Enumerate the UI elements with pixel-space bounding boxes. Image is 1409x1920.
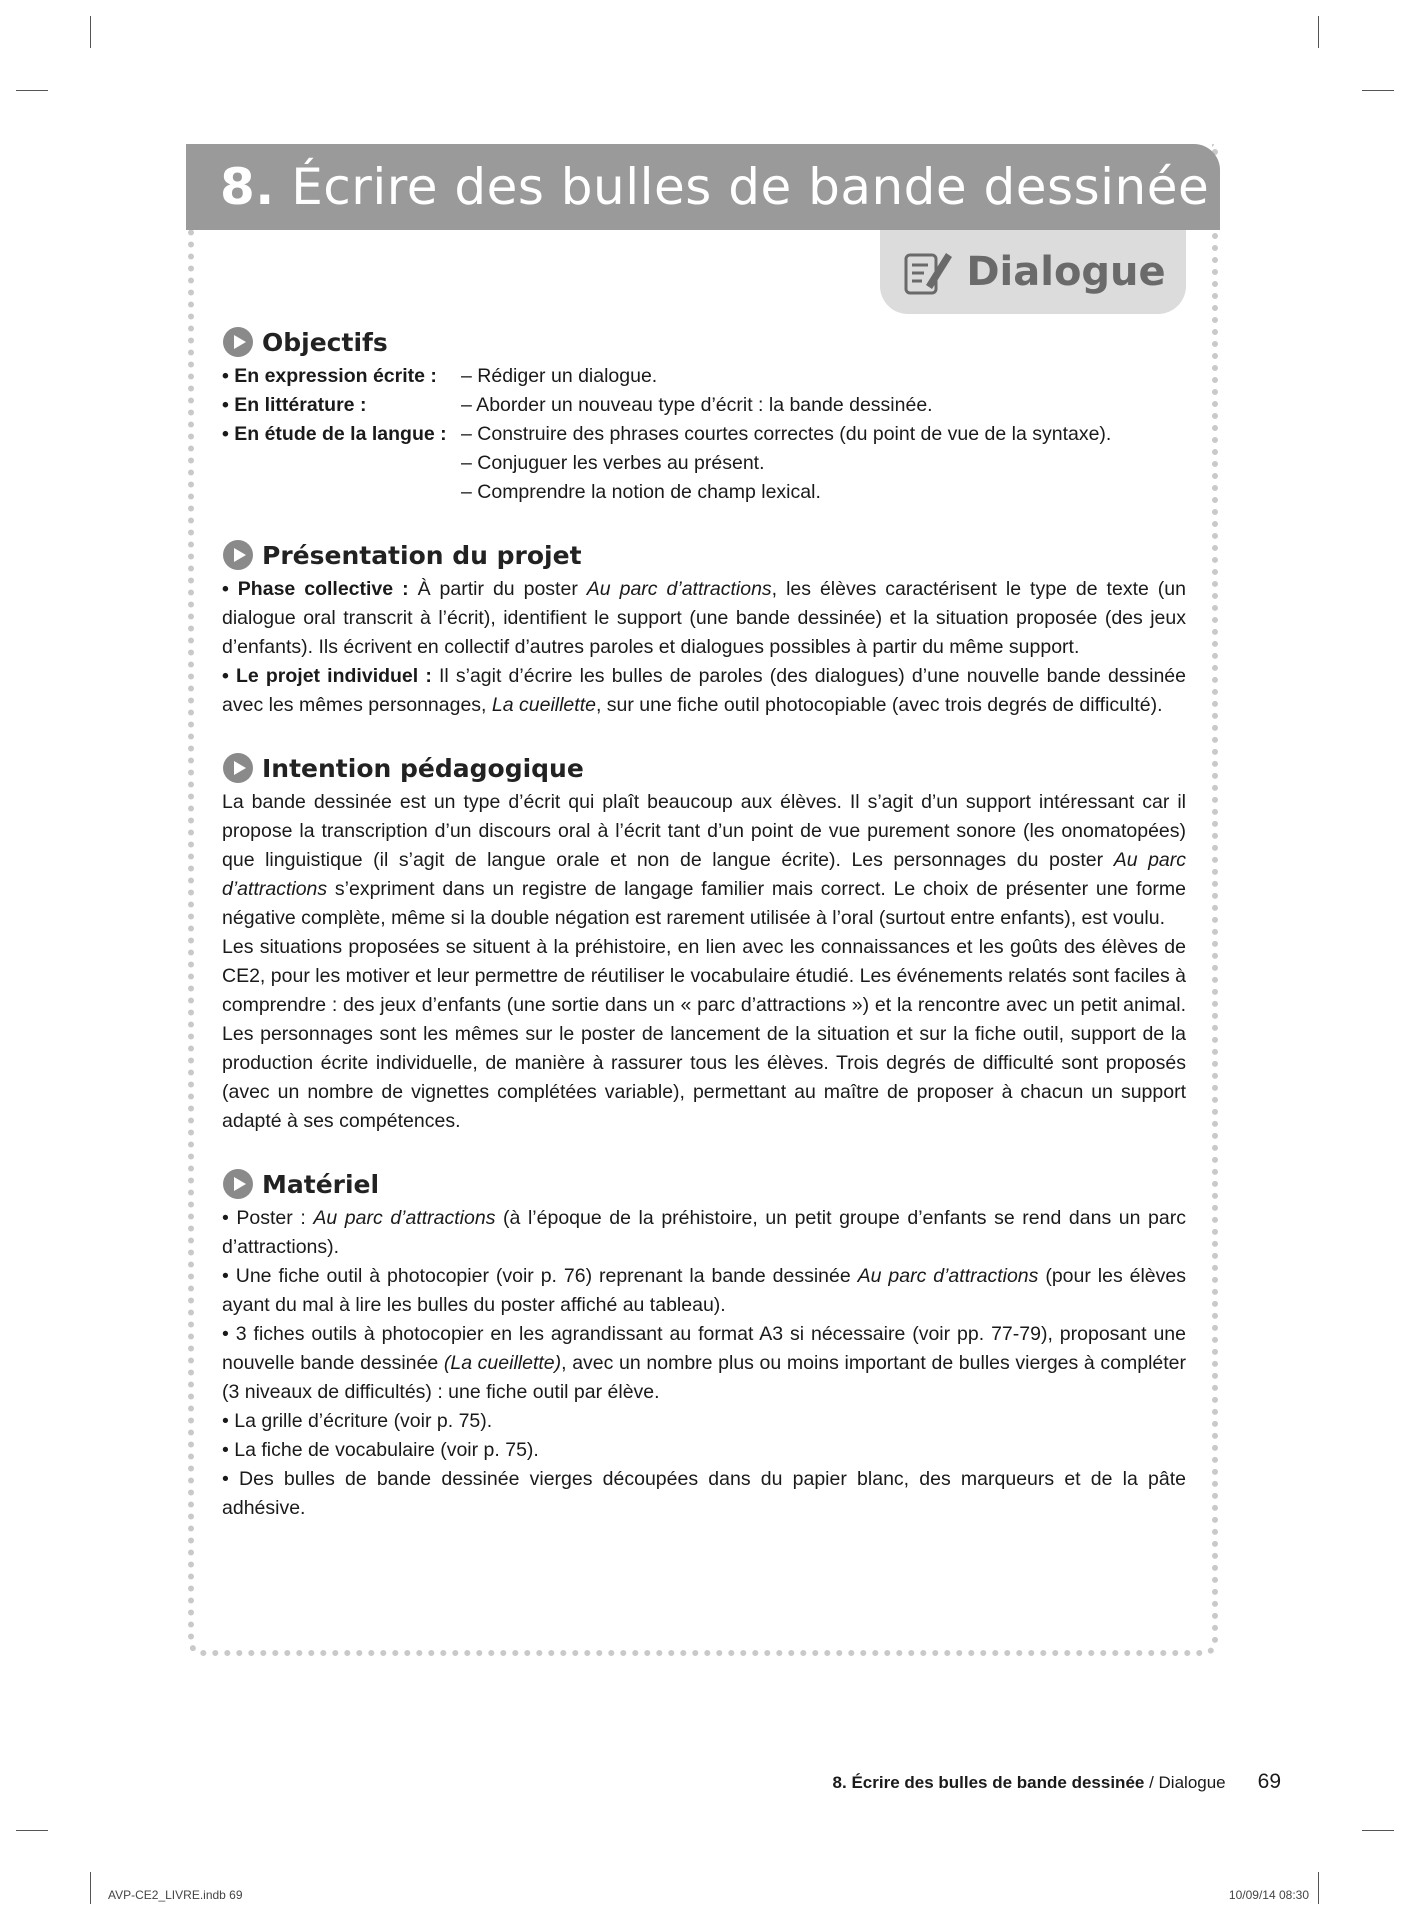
section-materiel bbox=[222, 1168, 1186, 1523]
objective-row: • En expression écrite : – Rédiger un dialogue. bbox=[222, 365, 658, 387]
list-item: • 3 fiches outils à photocopier en les agrandissant au format A3 si nécessaire (voir pp. 77-79), proposant une nouvelle bande dessinée (La cueillette), avec un nombre plus ou moins important de bulles vierges à compléter (3 niveaux de difficultés) : une fiche outil par élève. bbox=[222, 1323, 1187, 1403]
paragraph: • Phase collective : À partir du poster Au parc d’attractions, les élèves caractérisent le type de texte (un dialogue oral transcrit à l’écrit), identifient le support (une bande dessinée) et la situation proposée (des jeux d’enfants). Ils écrivent en collectif d’autres paroles et dialogues possibles à partir du même support. bbox=[222, 578, 1186, 658]
paragraph: Les situations proposées se situent à la préhistoire, en lien avec les connaissances et les goûts des élèves de CE2, pour les motiver et leur permettre de réutiliser le vocabulaire étudié. Les événements relatés sont faciles à comprendre : des jeux d’enfants (une sortie dans un « parc d’attractions ») et la rencontre avec un petit animal. Les personnages sont les mêmes sur le poster de lancement de la situation et sur la fiche outil, support de la production écrite individuelle, de manière à rassurer tous les élèves. Trois degrés de difficulté sont proposés (avec un nombre de vignettes complétées variable), permettant au maître de proposer à chacun un support adapté à ses compétences. bbox=[222, 936, 1186, 1132]
play-bullet-icon bbox=[222, 539, 254, 571]
slug-file: AVP-CE2_LIVRE.indb 69 bbox=[108, 1888, 243, 1902]
crop-mark bbox=[16, 1830, 48, 1831]
paragraph: La bande dessinée est un type d’écrit qui plaît beaucoup aux élèves. Il s’agit d’un support intéressant car il propose la transcription d’un discours oral à l’écrit tant d’un point de vue purement sonore (les onomatopées) que linguistique (il s’agit de langue orale et non de langue écrite). Les personnages du poster Au parc d’attractions s’expriment dans un registre de langage familier mais correct. Le choix de présenter une forme négative complète, même si la double négation est rarement utilisée à l’oral (surtout entre enfants), est voulu. bbox=[222, 791, 1187, 929]
play-bullet-icon bbox=[222, 752, 254, 784]
materiel-heading: Matériel bbox=[262, 1169, 380, 1199]
crop-mark bbox=[1362, 90, 1394, 91]
list-item: • Une fiche outil à photocopier (voir p. 76) reprenant la bande dessinée Au parc d’attractions (pour les élèves ayant du mal à lire les bulles du poster affiché au tableau). bbox=[222, 1265, 1186, 1316]
title-bar bbox=[186, 144, 1220, 230]
pencil-paper-icon bbox=[900, 245, 954, 299]
section-presentation bbox=[222, 539, 1186, 720]
section-objectifs bbox=[222, 326, 1186, 507]
slug-date: 10/09/14 08:30 bbox=[1228, 1888, 1309, 1902]
main-content bbox=[222, 326, 1186, 1549]
section-heading bbox=[222, 539, 1186, 571]
crop-mark bbox=[16, 90, 48, 91]
page-footer bbox=[833, 1770, 1281, 1794]
list-item: • La grille d’écriture (voir p. 75). bbox=[222, 1410, 493, 1432]
list-item: • Poster : Au parc d’attractions (à l’époque de la préhistoire, un petit groupe d’enfants se rend dans un parc d’attractions). bbox=[222, 1207, 1186, 1258]
presentation-heading: Présentation du projet bbox=[262, 540, 582, 570]
list-item: • Des bulles de bande dessinée vierges découpées dans du papier blanc, des marqueurs et de la pâte adhésive. bbox=[222, 1468, 1186, 1519]
objectifs-heading: Objectifs bbox=[262, 327, 388, 357]
section-heading bbox=[222, 326, 1186, 358]
objective-row: • En littérature : – Aborder un nouveau type d’écrit : la bande dessinée. bbox=[222, 394, 933, 416]
play-bullet-icon bbox=[222, 326, 254, 358]
section-heading bbox=[222, 1168, 1186, 1200]
page-title: 8. Écrire des bulles de bande dessinée bbox=[220, 158, 1210, 216]
footer-chapter: 8. Écrire des bulles de bande dessinée / Dialogue bbox=[832, 1773, 1226, 1792]
crop-mark bbox=[1318, 1872, 1319, 1904]
crop-mark bbox=[90, 1872, 91, 1904]
crop-mark bbox=[90, 16, 91, 48]
paragraph: • Le projet individuel : Il s’agit d’écrire les bulles de paroles (des dialogues) d’une nouvelle bande dessinée avec les mêmes personnages, La cueillette, sur une fiche outil photocopiable (avec trois degrés de difficulté). bbox=[222, 665, 1187, 716]
crop-mark bbox=[1318, 16, 1319, 48]
crop-mark bbox=[1362, 1830, 1394, 1831]
section-heading bbox=[222, 752, 1186, 784]
page-number: 69 bbox=[1257, 1770, 1281, 1793]
objective-row: – Conjuguer les verbes au présent. bbox=[461, 452, 765, 474]
tag-label: Dialogue bbox=[966, 249, 1166, 295]
intention-heading: Intention pédagogique bbox=[262, 753, 584, 783]
category-tag bbox=[880, 230, 1186, 314]
list-item: • La fiche de vocabulaire (voir p. 75). bbox=[222, 1439, 539, 1461]
play-bullet-icon bbox=[222, 1168, 254, 1200]
objective-row: • En étude de la langue : – Construire des phrases courtes correctes (du point de vue de la syntaxe). bbox=[222, 423, 1112, 445]
section-intention bbox=[222, 752, 1186, 1136]
objective-row: – Comprendre la notion de champ lexical. bbox=[461, 481, 821, 503]
